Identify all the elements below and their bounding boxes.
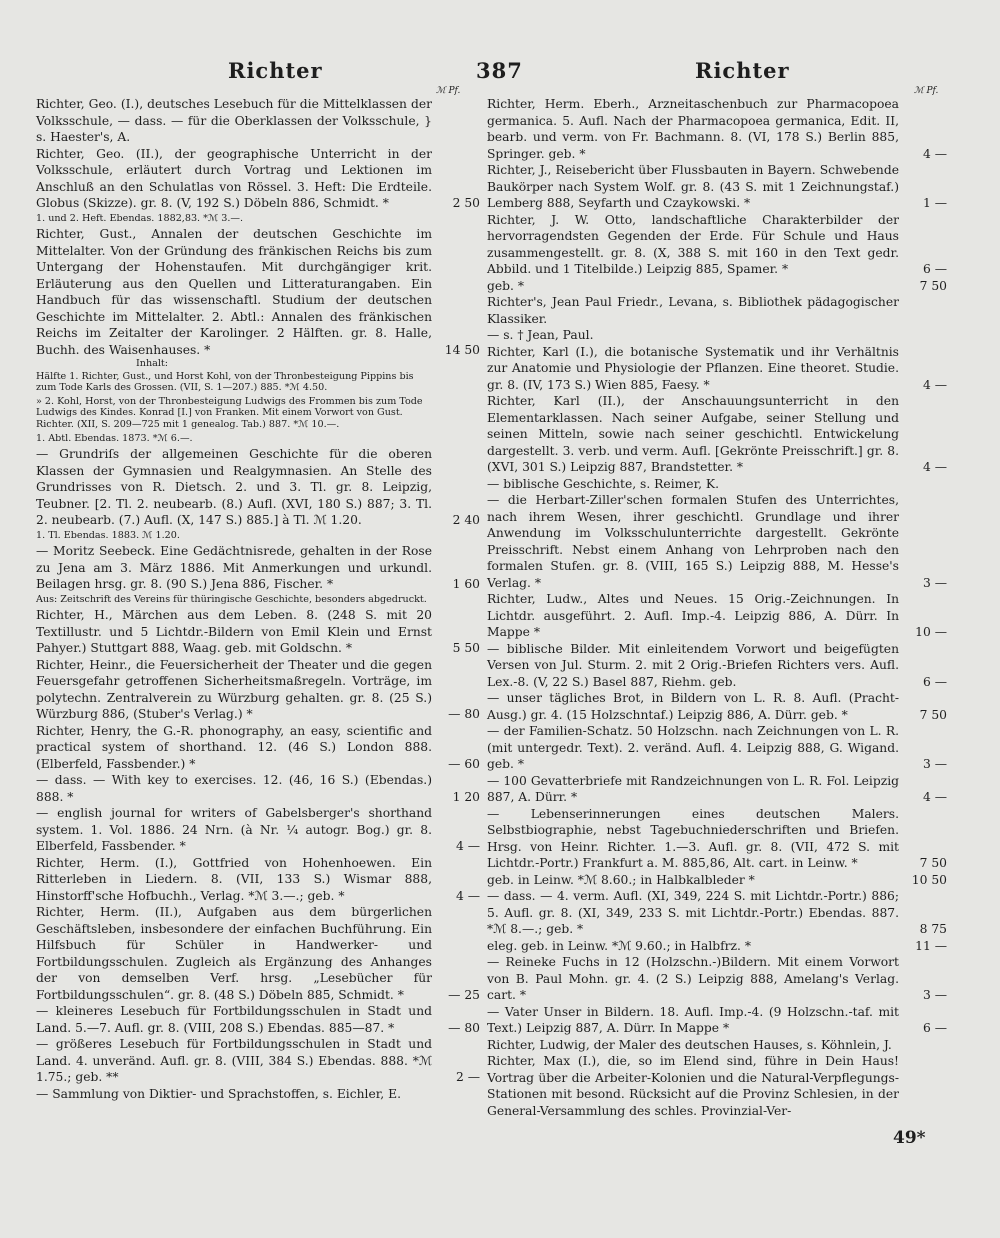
entry-text: — Vater Unser in Bildern. 18. Aufl. Imp.-4. (9 Holzschn.-taf. mit Text.) Leipzig 887, A. Dürr. In Mappe * bbox=[487, 1004, 899, 1035]
entry-text: Richter, Karl (I.), die botanische Systematik und ihr Verhältnis zur Anatomie und Physiologie der Pflanzen. Eine theoret. Studie. gr. 8. (IV, 173 S.) Wien 885, Faesy. * bbox=[487, 344, 899, 392]
bibliography-entry bbox=[487, 1037, 947, 1054]
entry-text: Richter, Ludwig, der Maler des deutschen Hauses, s. Köhnlein, J. bbox=[487, 1037, 892, 1052]
entry-text: — Lebenserinnerungen eines deutschen Malers. Selbstbiographie, nebst Tagebuchniederschriften und Briefen. Hrsg. von Heinr. Richter. 1.—3. Aufl. gr. 8. (VII, 472 S. mit Lichtdr.-Portr.) Frankfurt a. M. 885,86, Alt. cart. in Leinw. * bbox=[487, 806, 899, 870]
entry-text: — english journal for writers of Gabelsberger's shorthand system. 1. Vol. 1886. 24 Nrn. (à Nr. ¼ autogr. Bog.) gr. 8. Elberfeld, Fassbender. * bbox=[36, 806, 432, 854]
entry-note: 1. Abtl. Ebendas. 1873. *ℳ 6.—. bbox=[36, 432, 193, 444]
bibliography-entry bbox=[36, 607, 480, 657]
entry-text: — kleineres Lesebuch für Fortbildungsschulen in Stadt und Land. 5.—7. Aufl. gr. 8. (VIII, 208 S.) Ebendas. 885—87. * bbox=[36, 1004, 432, 1035]
entry-price: 5 50 bbox=[452, 641, 480, 656]
entry-price: 1 60 bbox=[452, 577, 480, 592]
page-number: 387 bbox=[476, 58, 523, 83]
bibliography-entry bbox=[487, 278, 947, 295]
entry-text: — größeres Lesebuch für Fortbildungsschulen in Stadt und Land. 4. unveränd. Aufl. gr. 8. (VIII, 384 S.) Ebendas. 888. *ℳ 1.75.; geb. ** bbox=[36, 1037, 432, 1085]
entry-price: 4 — bbox=[922, 460, 947, 474]
bibliography-entry bbox=[487, 162, 947, 212]
entry-price: 4 — bbox=[455, 839, 480, 854]
entry-text: — der Familien-Schatz. 50 Holzschn. nach Zeichnungen von L. R. (mit untergedr. Text). 2. veränd. Aufl. 4. Leipzig 888, G. Wigand. geb. * bbox=[487, 724, 899, 771]
entry-text: — Grundriſs der allgemeinen Geschichte für die oberen Klassen der Gymnasien und Realgymnasien. An Stelle des Grundrisses von R. Dietsch. 2. und 3. Tl. gr. 8. Leipzig, Teubner. [2. Tl. 2. neubearb. (8.) Aufl. (XVI, 180 S.) 887; 3. Tl. 2. neubearb. (7.) Aufl. (X, 147 S.) 885.] à Tl. ℳ 1.20. bbox=[36, 447, 432, 528]
entry-price: 7 50 bbox=[919, 856, 947, 870]
entry-text: — biblische Geschichte, s. Reimer, K. bbox=[487, 476, 720, 491]
entry-price: 4 — bbox=[455, 888, 480, 903]
bibliography-entry bbox=[36, 805, 480, 855]
left-column bbox=[36, 96, 480, 1102]
entry-text: Richter, Herm. (II.), Aufgaben aus dem bürgerlichen Geschäftsleben, insbesondere der einfachen Buchführung. Ein Hilfsbuch für Schüler in Handwerker- und Fortbildungsschulen. Zugleich als Ergänzung des Anhanges der von demselben Verf. hrsg. „Lesebücher für Fortbildungsschulen“. gr. 8. (48 S.) Döbeln 885, Schmidt. * bbox=[36, 905, 432, 1002]
entry-text: Richter, Henry, the G.-R. phonography, an easy, scientific and practical system of shorthand. 12. (46 S.) London 888. (Elberfeld, Fassbender.) * bbox=[36, 723, 432, 771]
bibliography-entry bbox=[487, 872, 947, 889]
entry-price: 3 — bbox=[922, 757, 947, 771]
entry-text: geb. in Leinw. *ℳ 8.60.; in Halbkalbleder * bbox=[487, 872, 755, 887]
entry-text: — die Herbart-Ziller'schen formalen Stufen des Unterrichtes, nach ihrem Wesen, ihrer geschichtl. Grundlage und ihrer Anwendung im Volksschulunterrichte dargestellt. Gekrönte Preisschrift. Nebst einem Anhang von Lehrproben nach den formalen Stufen. gr. 8. (VIII, 165 S.) Leipzig 888, M. Hesse's Verlag. * bbox=[487, 493, 899, 590]
entry-price: 1 — bbox=[922, 196, 947, 210]
entry-price: — 60 bbox=[448, 756, 480, 771]
entry-price: 4 — bbox=[922, 377, 947, 392]
entry-text: — dass. — 4. verm. Aufl. (XI, 349, 224 S. mit Lichtdr.-Portr.) 886; 5. Aufl. gr. 8. (XI, 349, 233 S. mit Lichtdr.-Portr.) Ebendas. 887. *ℳ 8.—.; geb. * bbox=[487, 889, 899, 936]
contents-subheading: Inhalt: bbox=[136, 358, 169, 370]
entry-text: — unser tägliches Brot, in Bildern von L. R. 8. Aufl. (Pracht-Ausg.) gr. 4. (15 Holzschntaf.) Leipzig 886, A. Dürr. geb. * bbox=[487, 691, 899, 722]
bibliography-entry bbox=[36, 446, 480, 529]
entry-price: 2 40 bbox=[452, 513, 480, 528]
bibliography-entry bbox=[36, 96, 480, 146]
entry-text: Richter, Heinr., die Feuersicherheit der Theater und die gegen Feuersgefahr getroffenen Sicherheitsmaßregeln. Vorträge, im polytechn. Zentralverein zu Würzburg gehalten. gr. 8. (25 S.) Würzburg 886, (Stuber's Verlag.) * bbox=[36, 657, 432, 722]
entry-text: geb. * bbox=[487, 278, 524, 293]
entry-text: Richter, Geo. (II.), der geographische Unterricht in der Volksschule, erläutert durch Vortrag und Lektionen im Anschluß an den Schulatlas von Rössel. 3. Heft: Die Erdteile. Globus (Skizze). gr. 8. (V, 192 S.) Döbeln 886, Schmidt. * bbox=[36, 146, 432, 210]
bibliography-entry bbox=[36, 657, 480, 723]
entry-text: eleg. geb. in Leinw. *ℳ 9.60.; in Halbfrz. * bbox=[487, 938, 751, 953]
bibliography-entry bbox=[487, 393, 947, 476]
bibliography-entry bbox=[487, 723, 947, 773]
entry-price: 1 20 bbox=[452, 789, 480, 804]
bibliography-entry bbox=[36, 146, 480, 212]
bibliography-entry bbox=[36, 1086, 480, 1103]
bibliography-entry bbox=[36, 855, 480, 905]
entry-text: Richter's, Jean Paul Friedr., Levana, s. Bibliothek pädagogischer Klassiker. bbox=[487, 295, 899, 326]
entry-text: — s. † Jean, Paul. bbox=[487, 328, 594, 342]
bibliography-entry bbox=[487, 806, 947, 872]
entry-price: — 25 bbox=[448, 987, 480, 1002]
entry-price: 14 50 bbox=[444, 342, 480, 357]
entry-note: 1. Tl. Ebendas. 1883. ℳ 1.20. bbox=[36, 529, 180, 541]
entry-text: Richter, Herm. (I.), Gottfried von Hohenhoewen. Ein Ritterleben in Liedern. 8. (VII, 133 S.) Wismar 888, Hinstorff'sche Hofbuchh., Verlag. *ℳ 3.—.; geb. * bbox=[36, 855, 432, 903]
bibliography-entry bbox=[36, 1036, 480, 1086]
entry-price: 3 — bbox=[922, 575, 947, 590]
entry-text: Richter, Ludw., Altes und Neues. 15 Orig.-Zeichnungen. In Lichtdr. ausgeführt. 2. Aufl. Imp.-4. Leipzig 886, A. Dürr. In Mappe * bbox=[487, 592, 899, 639]
entry-text: — biblische Bilder. Mit einleitendem Vorwort und beigefügten Versen von Jul. Sturm. 2. mit 2 Orig.-Briefen Richters vers. Aufl. Lex.-8. (V, 22 S.) Basel 887, Riehm. geb. bbox=[487, 641, 899, 689]
bibliography-entry bbox=[487, 773, 947, 806]
entry-note: 1. und 2. Heft. Ebendas. 1882,83. *ℳ 3.—. bbox=[36, 212, 244, 224]
bibliography-entry bbox=[487, 954, 947, 1004]
entry-price: 7 50 bbox=[919, 707, 947, 722]
bibliography-entry bbox=[487, 1053, 947, 1119]
entry-price: 6 — bbox=[922, 674, 947, 689]
entry-price: 4 — bbox=[922, 790, 947, 804]
entry-note: Aus: Zeitschrift des Vereins für thüringische Geschichte, besonders abgedruckt. bbox=[36, 593, 427, 605]
bibliography-entry bbox=[487, 212, 947, 278]
entry-text: — dass. — With key to exercises. 12. (46, 16 S.) (Ebendas.) 888. * bbox=[36, 773, 432, 804]
bibliography-entry bbox=[487, 1004, 947, 1037]
entry-text: Richter, Karl (II.), der Anschauungsunterricht in den Elementarklassen. Nach seiner Aufgabe, seiner Stellung und seinen Mitteln, sowie nach seiner geschichtl. Entwickelung dargestellt. 3. verb. und verm. Aufl. [Gekrönte Preisschrift.] gr. 8. (XVI, 301 S.) Leipzig 887, Brandstetter. * bbox=[487, 394, 899, 474]
entry-price: — 80 bbox=[448, 1020, 480, 1035]
entry-text: — Reineke Fuchs in 12 (Holzschn.-)Bildern. Mit einem Vorwort von B. Paul Mohn. gr. 4. (2 S.) Leipzig 888, Amelang's Verlag. cart. * bbox=[487, 955, 899, 1002]
entry-price: 2 50 bbox=[452, 196, 480, 210]
entry-price: 11 — bbox=[915, 938, 947, 953]
right-column bbox=[487, 96, 947, 1119]
entry-text: Richter, Max (I.), die, so im Elend sind, führe in Dein Haus! Vortrag über die Arbeiter-Kolonien und die Natural-Verpflegungs-Stationen mit besond. Rücksicht auf die Provinz Schlesien, in der General-Versammlung des schles. Provinzial-Ver- bbox=[487, 1054, 899, 1118]
running-head-left: Richter bbox=[228, 58, 323, 83]
bibliography-entry bbox=[36, 723, 480, 773]
entry-price: 2 — bbox=[455, 1070, 480, 1085]
bibliography-entry bbox=[487, 938, 947, 955]
entry-text: — Moritz Seebeck. Eine Gedächtnisrede, gehalten in der Rose zu Jena am 3. März 1886. Mit Anmerkungen und urkundl. Beilagen hrsg. gr. 8. (90 S.) Jena 886, Fischer. * bbox=[36, 544, 432, 592]
entry-text: Richter, H., Märchen aus dem Leben. 8. (248 S. mit 20 Textillustr. und 5 Lichtdr.-Bildern von Emil Klein und Ernst Pahyer.) Stuttgart 888, Waag. geb. mit Goldschn. * bbox=[36, 608, 432, 656]
entry-price: 10 50 bbox=[911, 872, 947, 887]
bibliography-entry bbox=[487, 344, 947, 394]
entry-price: — 80 bbox=[448, 707, 480, 722]
bibliography-entry bbox=[487, 591, 947, 641]
price-column-label-left: ℳ Pf. bbox=[436, 86, 461, 96]
price-column-label-right: ℳ Pf. bbox=[914, 86, 939, 96]
entry-price: 6 — bbox=[922, 1021, 947, 1035]
entry-note: Hälfte 1. Richter, Gust., und Horst Kohl, von der Thronbesteigung Pippins bis zum Tode Karls des Grossen. (VII, S. 1—207.) 885. *ℳ 4.50. bbox=[36, 370, 414, 394]
bibliography-entry bbox=[487, 327, 947, 344]
entry-price: 8 75 bbox=[919, 922, 947, 936]
entry-note: » 2. Kohl, Horst, von der Thronbesteigung Ludwigs des Frommen bis zum Tode Ludwigs des Kindes. Konrad [I.] von Franken. Mit einem Vorwort von Gust. Richter. (XII, S. 209—725 mit 1 genealog. Tab.) 887. *ℳ 10.—. bbox=[36, 395, 423, 431]
bibliography-entry bbox=[36, 904, 480, 1003]
entry-text: Richter, J. W. Otto, landschaftliche Charakterbilder der hervorragendsten Gegenden der Erde. Für Schule und Haus zusammengestellt. gr. 8. (X, 388 S. mit 160 in den Text gedr. Abbild. und 1 Titelbilde.) Leipzig 885, Spamer. * bbox=[487, 212, 899, 276]
bibliography-entry bbox=[487, 690, 947, 723]
sheet-signature: 49* bbox=[893, 1128, 926, 1148]
bibliography-entry bbox=[36, 543, 480, 593]
entry-price: 4 — bbox=[922, 146, 947, 161]
running-head-right: Richter bbox=[695, 58, 790, 83]
entry-text: Richter, Geo. (I.), deutsches Lesebuch für die Mittelklassen der Volksschule, — dass. — für die Oberklassen der Volksschule, } s. Haester's, A. bbox=[36, 97, 432, 144]
bibliography-entry bbox=[487, 492, 947, 591]
entry-text: Richter, J., Reisebericht über Flussbauten in Bayern. Schwebende Baukörper nach System Wolf. gr. 8. (43 S. mit 1 Zeichnungstaf.) Lemberg 888, Seyfarth und Czaykowski. * bbox=[487, 163, 899, 210]
bibliography-entry bbox=[36, 772, 480, 805]
entry-price: 3 — bbox=[922, 988, 947, 1002]
bibliography-entry bbox=[487, 294, 947, 327]
entry-text: Richter, Herm. Eberh., Arzneitaschenbuch zur Pharmacopoea germanica. 5. Aufl. Nach der Pharmacopoea germanica, Edit. II, bearb. und verm. von Fr. Bachmann. 8. (VI, 178 S.) Berlin 885, Springer. geb. * bbox=[487, 97, 899, 161]
bibliography-entry bbox=[487, 641, 947, 691]
bibliography-entry bbox=[487, 96, 947, 162]
bibliography-entry bbox=[36, 226, 480, 358]
entry-price: 10 — bbox=[915, 625, 947, 639]
bibliography-entry bbox=[487, 888, 947, 938]
entry-price: 7 50 bbox=[919, 278, 947, 293]
entry-text: Richter, Gust., Annalen der deutschen Geschichte im Mittelalter. Von der Gründung des fränkischen Reichs bis zum Untergang der Hohenstaufen. Mit durchgängiger krit. Erläuterung aus den Quellen und Litteraturangaben. Ein Handbuch für das wissenschaftl. Studium der deutschen Geschichte im Mittelalter. 2. Abtl.: Annalen des fränkischen Reichs im Zeitalter der Karolinger. 2 Hälften. gr. 8. Halle, Buchh. des Waisenhauses. * bbox=[36, 227, 432, 357]
bibliography-entry bbox=[487, 476, 947, 493]
entry-price: 6 — bbox=[922, 262, 947, 276]
entry-text: — 100 Gevatterbriefe mit Randzeichnungen von L. R. Fol. Leipzig 887, A. Dürr. * bbox=[487, 773, 899, 804]
entry-text: — Sammlung von Diktier- und Sprachstoffen, s. Eichler, E. bbox=[36, 1086, 401, 1101]
bibliography-entry bbox=[36, 1003, 480, 1036]
